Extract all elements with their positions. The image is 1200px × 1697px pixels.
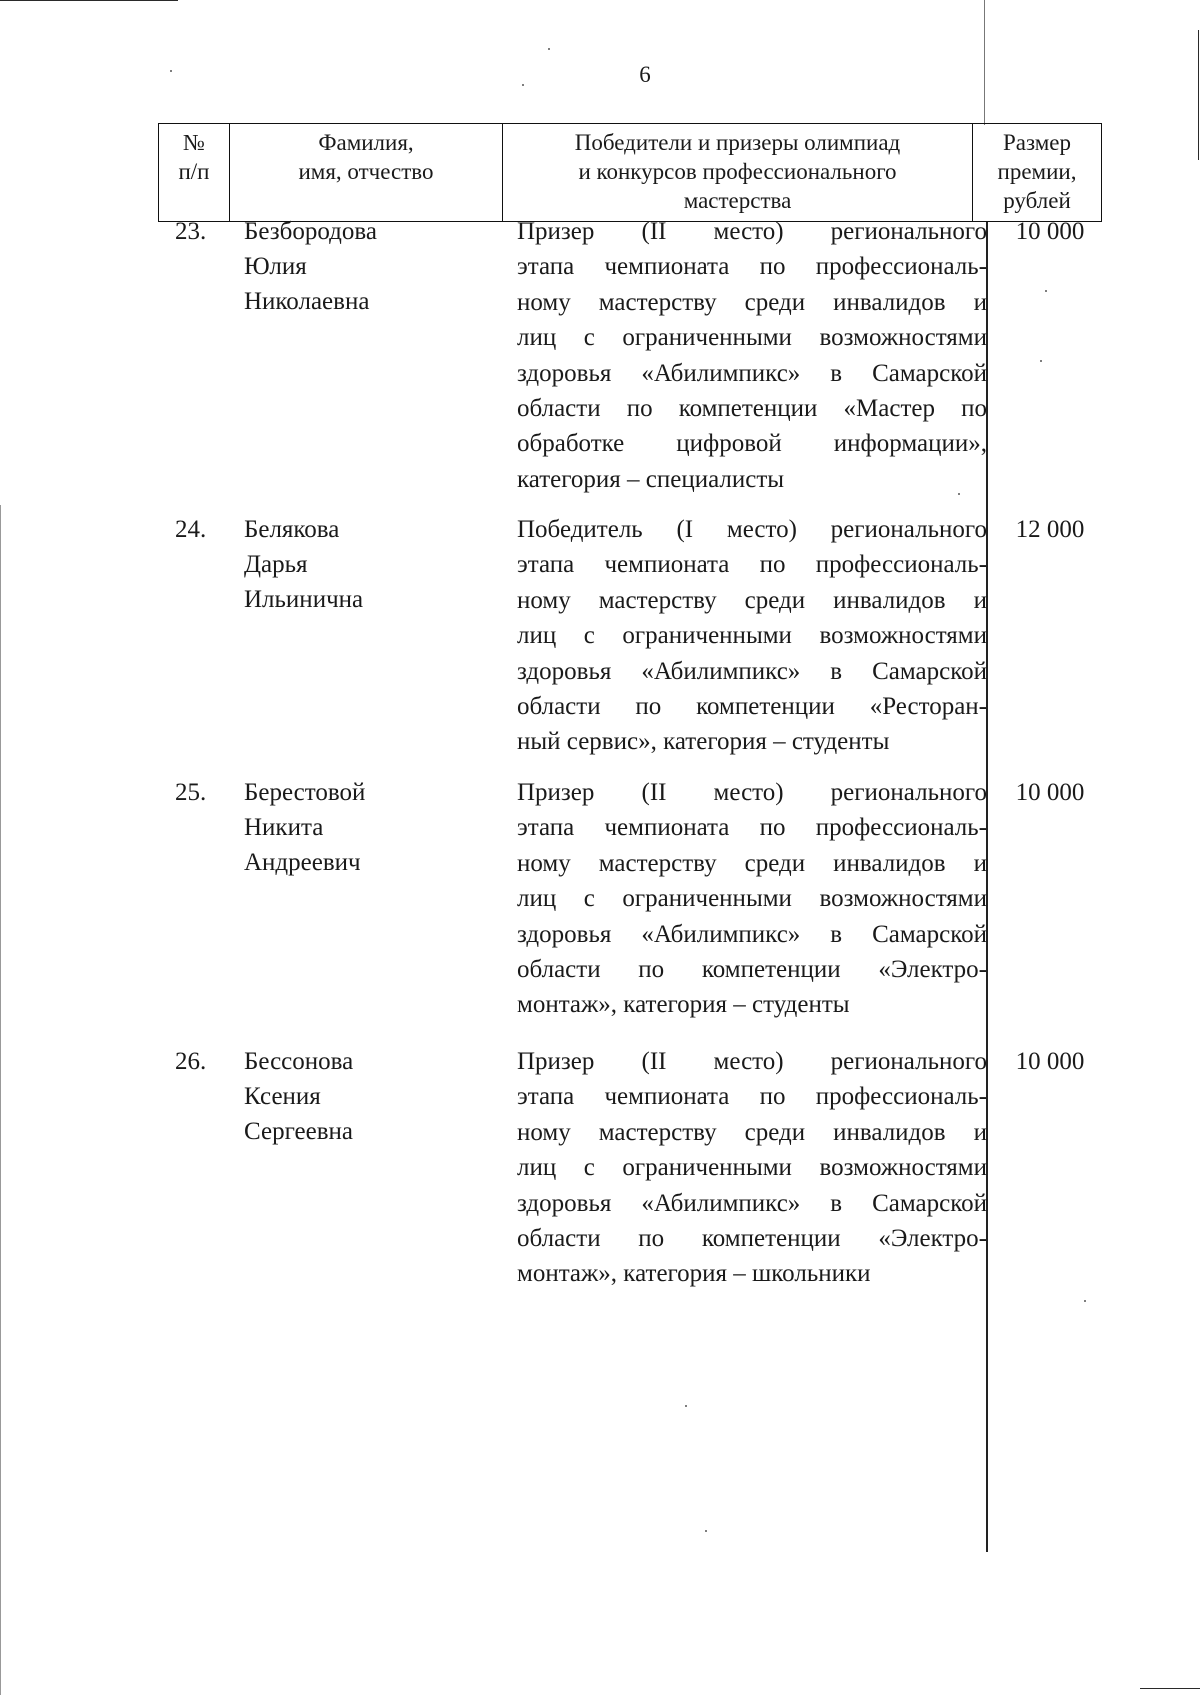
achievement-line: ному мастерству среди инвалидов и	[517, 1118, 987, 1146]
row-full-name: Бессонова Ксения Сергеевна	[244, 1048, 354, 1145]
achievement-line: здоровья «Абилимпикс» в Самарской	[517, 657, 987, 685]
achievement-line: категория – специалисты	[517, 465, 785, 493]
achievement-line: здоровья «Абилимпикс» в Самарской	[517, 920, 987, 948]
row-full-name: Безбородова Юлия Николаевна	[244, 218, 377, 315]
achievement-line: ному мастерству среди инвалидов и	[517, 849, 987, 877]
achievement-line: Победитель (I место) регионального	[517, 516, 987, 543]
speck	[1045, 290, 1047, 292]
row-award-amount: 10 000	[1015, 779, 1085, 806]
achievement-line: лиц с ограниченными возможностями	[517, 622, 987, 650]
speck	[1084, 1300, 1086, 1302]
achievement-line: здоровья «Абилимпикс» в Самарской	[517, 1189, 987, 1217]
achievement-line: лиц с ограниченными возможностями	[517, 324, 987, 352]
row-award-amount: 10 000	[1015, 218, 1085, 245]
achievement-line: этапа чемпионата по профессиональ-	[517, 814, 987, 842]
row-number: 25.	[175, 779, 207, 806]
row-achievement	[517, 1044, 987, 1292]
achievement-line: области по компетенции «Электро-	[517, 956, 987, 984]
achievement-line: области по компетенции «Мастер по	[517, 395, 987, 423]
speck	[548, 48, 550, 50]
header-full-name: Фамилия, имя, отчество	[230, 124, 503, 221]
row-achievement	[517, 214, 987, 497]
achievement-line: лиц с ограниченными возможностями	[517, 885, 987, 913]
achievement-line: области по компетенции «Электро-	[517, 1225, 987, 1253]
speck	[1040, 360, 1042, 362]
row-full-name: Белякова Дарья Ильинична	[244, 516, 364, 613]
achievement-line: монтаж», категория – школьники	[517, 1260, 871, 1288]
achievement-line: лиц с ограниченными возможностями	[517, 1154, 987, 1182]
achievement-line: Призер (II место) регионального	[517, 779, 987, 806]
header-achievement: Победители и призеры олимпиад и конкурсов профессионального мастерства	[503, 124, 973, 221]
page-number: 6	[639, 62, 651, 87]
achievement-line: области по компетенции «Ресторан-	[517, 693, 987, 721]
row-award-amount: 12 000	[1015, 516, 1085, 543]
row-achievement	[517, 512, 987, 760]
achievement-line: монтаж», категория – студенты	[517, 991, 850, 1019]
achievement-line: Призер (II место) регионального	[517, 218, 987, 245]
header-number: № п/п	[159, 124, 230, 221]
achievement-line: этапа чемпионата по профессиональ-	[517, 1083, 987, 1111]
header-award-amount: Размер премии, рублей	[997, 130, 1077, 213]
achievement-line: ному мастерству среди инвалидов и	[517, 586, 987, 614]
row-achievement	[517, 775, 987, 1023]
achievement-line: здоровья «Абилимпикс» в Самарской	[517, 359, 987, 387]
row-award-amount: 10 000	[1015, 1048, 1085, 1075]
row-number: 23.	[175, 218, 207, 245]
scan-edge-bottom-right	[1140, 1688, 1200, 1689]
achievement-line: ному мастерству среди инвалидов и	[517, 288, 987, 316]
row-number: 26.	[175, 1048, 207, 1075]
scan-edge-left	[0, 505, 1, 1695]
achievement-line: Призер (II место) регионального	[517, 1048, 987, 1075]
achievement-line: этапа чемпионата по профессиональ-	[517, 253, 987, 281]
row-full-name: Берестовой Никита Андреевич	[244, 779, 366, 876]
speck	[685, 1405, 687, 1407]
speck	[705, 1530, 707, 1532]
scan-edge-top-left	[0, 0, 178, 1]
scan-edge-right	[1198, 30, 1199, 160]
table-header	[158, 123, 1102, 222]
achievement-line: ный сервис», категория – студенты	[517, 728, 890, 756]
achievement-line: обработке цифровой информации»,	[517, 430, 987, 458]
row-number: 24.	[175, 516, 207, 543]
achievement-line: этапа чемпионата по профессиональ-	[517, 551, 987, 579]
